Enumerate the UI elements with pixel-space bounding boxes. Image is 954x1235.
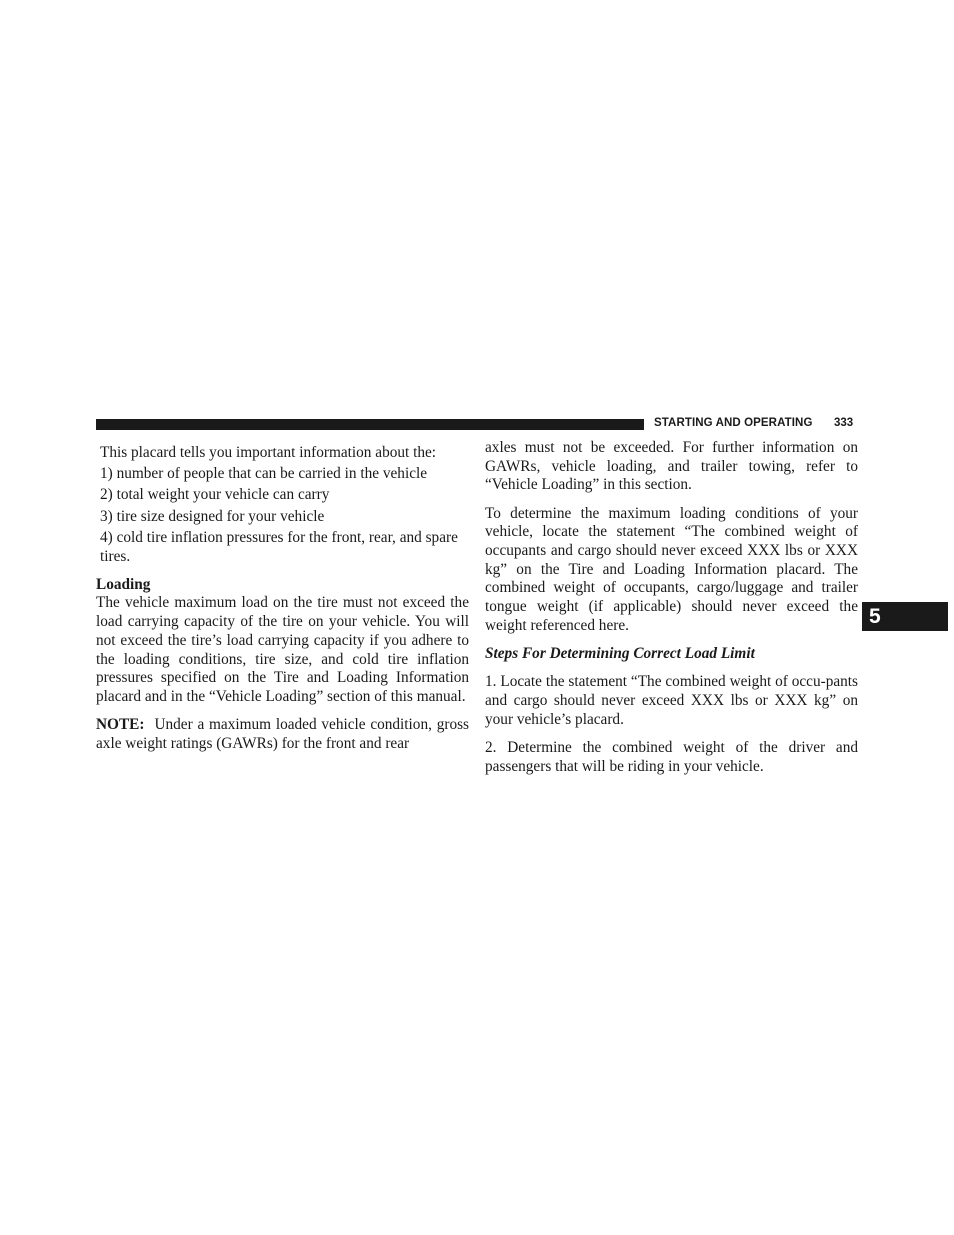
chapter-tab: 5 [862,602,948,631]
determine-paragraph: To determine the maximum loading conditions of your vehicle, locate the statement “The combined weight of occupants and cargo should never exceed XXX lbs or XXX kg” on the Tire and Loading Information placard. The combined weight of occupants, cargo/luggage and trailer tongue weight (if applicable) should never exceed the weight referenced here. [485,504,858,634]
section-title: STARTING AND OPERATING [654,417,813,429]
continuation-paragraph: axles must not be exceeded. For further information on GAWRs, vehicle loading, and trailer towing, refer to “Vehicle Loading” in this section. [485,439,858,494]
step-1: 1. Locate the statement “The combined weight of occu-pants and cargo should never exceed XXX lbs or XXX kg” on your vehicle’s placard. [485,673,858,728]
right-column [485,439,858,776]
steps-heading: Steps For Determining Correct Load Limit [485,645,755,663]
list-item: 4) cold tire inflation pressures for the front, rear, and spare tires. [100,528,458,565]
loading-paragraph: The vehicle maximum load on the tire must not exceed the load carrying capacity of the tire on your vehicle. You will not exceed the tire’s load carrying capacity if you adhere to the loading conditions, tire size, and cold tire inflation pressures specified on the Tire and Loading Information placard and in the “Vehicle Loading” section of this manual. [96,594,469,705]
note-paragraph [96,716,469,753]
note-label: NOTE: [96,716,145,734]
note-text: Under a maximum loaded vehicle condition, gross axle weight ratings (GAWRs) for the front and rear [96,716,469,752]
list-item: 3) tire size designed for your vehicle [100,507,325,525]
placard-intro: This placard tells you important information about the: [100,444,437,461]
left-column [96,444,469,754]
step-2: 2. Determine the combined weight of the driver and passengers that will be riding in your vehicle. [485,738,858,775]
placard-info-list [96,444,469,566]
loading-heading: Loading [96,575,151,593]
list-item: 2) total weight your vehicle can carry [100,486,330,504]
header-rule [96,419,644,430]
page-number: 333 [834,417,854,429]
list-item: 1) number of people that can be carried in the vehicle [100,465,428,483]
